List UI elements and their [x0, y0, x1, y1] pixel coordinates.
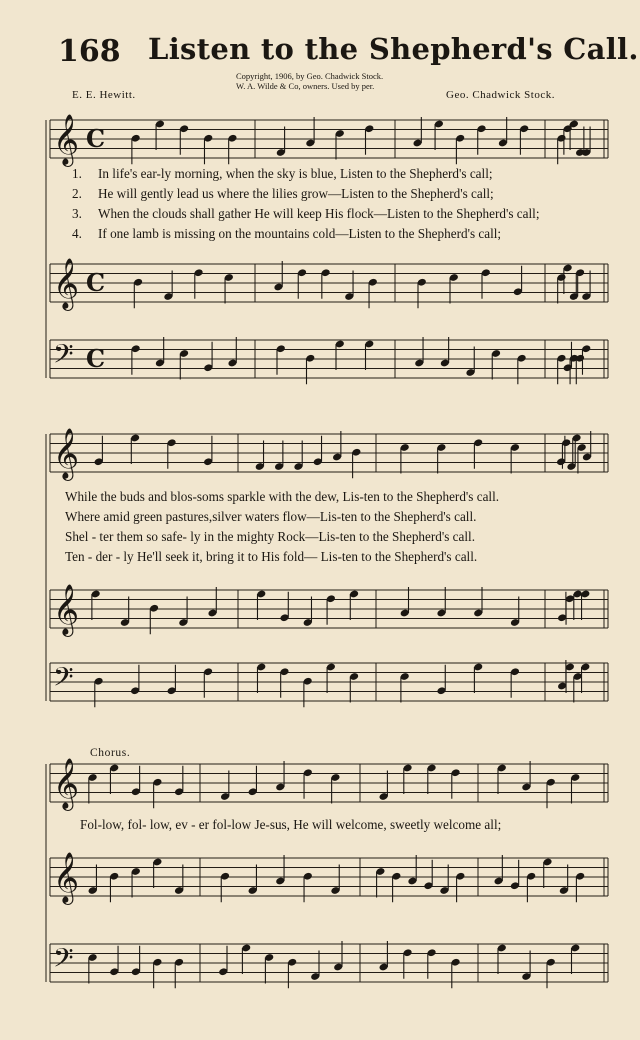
verse-line: Where amid green pastures,silver waters flow—Lis-ten to the Shepherd's call. — [65, 509, 477, 524]
chorus-lyric: Fol-low, fol- low, ev - er fol-low Je-sus, He will welcome, sweetly welcome all; — [80, 817, 502, 832]
copyright-line: Copyright, 1906, by Geo. Chadwick Stock. — [236, 71, 384, 81]
verse-line — [72, 206, 539, 222]
time-signature: C — [86, 268, 106, 297]
hymn-title: Listen to the Shepherd's Call. — [148, 32, 639, 66]
verse-line — [72, 226, 501, 242]
bass-clef-icon: 𝄢 — [53, 338, 74, 376]
verse-number: 3. — [72, 206, 82, 221]
verse-line — [72, 186, 494, 202]
treble-clef-icon: 𝄞 — [53, 428, 80, 479]
hymn-number: 168 — [58, 34, 121, 69]
verse-line: Shel - ter them so safe- ly in the mighty Rock—Lis-ten to the Shepherd's call. — [65, 529, 476, 544]
copyright-line: W. A. Wilde & Co, owners. Used by per. — [236, 81, 375, 91]
chorus-label: Chorus. — [90, 747, 131, 759]
verse-line: While the buds and blos-soms sparkle with the dew, Lis-ten to the Shepherd's call. — [65, 489, 500, 504]
author-credit: E. E. Hewitt. — [72, 89, 136, 101]
verse-line — [72, 166, 493, 182]
treble-clef-icon: 𝄞 — [53, 758, 80, 809]
bass-clef-icon: 𝄢 — [53, 661, 74, 699]
verse-line: Ten - der - ly He'll seek it, bring it to His fold— Lis-ten to the Shepherd's call. — [65, 549, 478, 564]
treble-clef-icon: 𝄞 — [53, 584, 80, 635]
verse-text: In life's ear-ly morning, when the sky is blue, Listen to the Shepherd's call; — [98, 166, 493, 181]
bass-clef-icon: 𝄢 — [53, 942, 74, 980]
verse-text: He will gently lead us where the lilies grow—Listen to the Shepherd's call; — [98, 186, 494, 201]
composer-credit: Geo. Chadwick Stock. — [446, 89, 555, 101]
treble-clef-icon: 𝄞 — [53, 852, 80, 903]
time-signature: C — [86, 344, 106, 373]
verse-number: 1. — [72, 166, 82, 181]
verse-text: When the clouds shall gather He will keep His flock—Listen to the Shepherd's call; — [98, 206, 540, 221]
time-signature: C — [86, 124, 106, 153]
treble-clef-icon: 𝄞 — [53, 114, 80, 165]
verse-number: 4. — [72, 226, 82, 241]
verse-text: If one lamb is missing on the mountains cold—Listen to the Shepherd's call; — [98, 226, 502, 241]
copyright-notice — [236, 71, 383, 91]
verse-number: 2. — [72, 186, 82, 201]
treble-clef-icon: 𝄞 — [53, 258, 80, 309]
